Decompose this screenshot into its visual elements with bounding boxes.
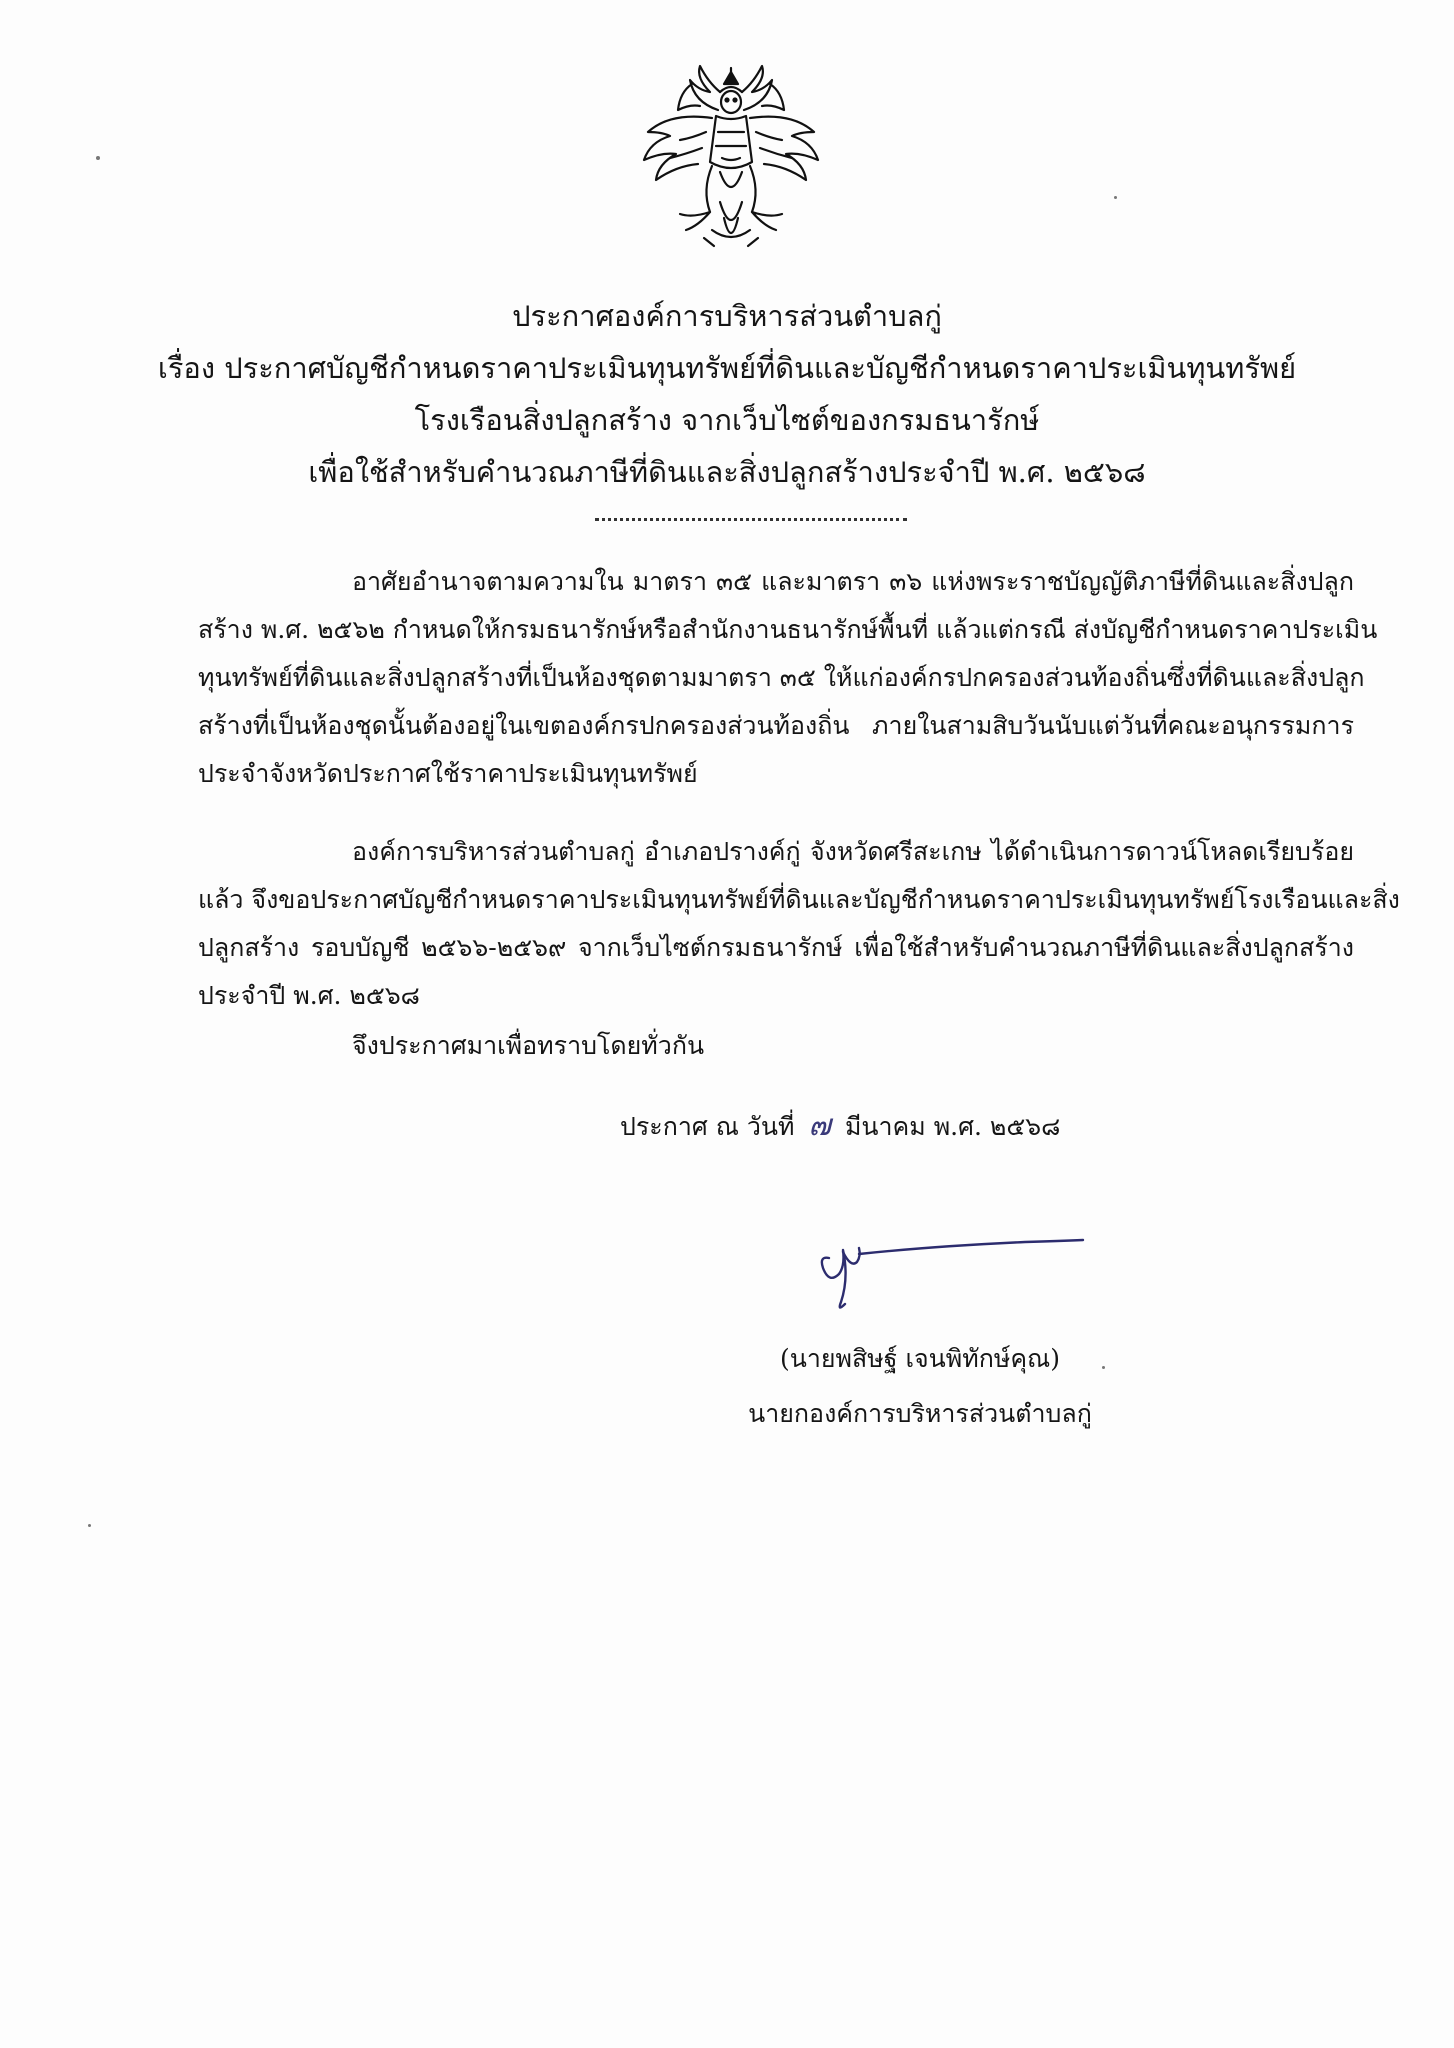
date-prefix: ประกาศ ณ วันที่ xyxy=(620,1112,795,1141)
dotted-divider xyxy=(595,518,907,521)
paragraph-line: แล้ว จึงขอประกาศบัญชีกำหนดราคาประเมินทุนทรัพย์ที่ดินและบัญชีกำหนดราคาประเมินทุนทรัพย์โรงเรือนและสิ่ง xyxy=(198,885,1400,914)
paragraph-line: ประจำจังหวัดประกาศใช้ราคาประเมินทุนทรัพย์ xyxy=(198,759,698,788)
signer-title: นายกองค์การบริหารส่วนตำบลกู่ xyxy=(748,1399,1092,1428)
paragraph-line: องค์การบริหารส่วนตำบลกู่ อำเภอปรางค์กู่ จังหวัดศรีสะเกษ ได้ดำเนินการดาวน์โหลดเรียบร้อย xyxy=(352,837,1354,866)
paragraph-line: ประจำปี พ.ศ. ๒๕๖๘ xyxy=(198,981,420,1010)
announcement-date xyxy=(620,1102,1060,1149)
scan-speck xyxy=(96,156,100,160)
organization-title: ประกาศองค์การบริหารส่วนตำบลกู่ xyxy=(512,299,942,333)
closing-statement: จึงประกาศมาเพื่อทราบโดยทั่วกัน xyxy=(352,1031,705,1060)
subject-line-3: เพื่อใช้สำหรับคำนวณภาษีที่ดินและสิ่งปลูกสร้างประจำปี พ.ศ. ๒๕๖๘ xyxy=(308,455,1146,489)
handwritten-signature xyxy=(815,1238,1095,1314)
paragraph-authority xyxy=(198,562,1378,794)
paragraph-line: ทุนทรัพย์ที่ดินและสิ่งปลูกสร้างที่เป็นห้องชุดตามมาตรา ๓๕ ให้แก่องค์กรปกครองส่วนท้องถิ่นซึ่งที่ดินและสิ่งปลูก xyxy=(198,663,1365,692)
scan-speck xyxy=(88,1524,91,1527)
subject-heading xyxy=(150,348,1304,388)
subject-heading-2 xyxy=(150,400,1304,440)
subject-line-2: โรงเรือนสิ่งปลูกสร้าง จากเว็บไซต์ของกรมธนารักษ์ xyxy=(414,403,1040,437)
paragraph-line: สร้างที่เป็นห้องชุดนั้นต้องอยู่ในเขตองค์กรปกครองส่วนท้องถิ่น ภายในสามสิบวันนับแต่วันที่คณะอนุกรรมการ xyxy=(198,711,1354,740)
paragraph-line: อาศัยอำนาจตามความใน มาตรา ๓๕ และมาตรา ๓๖ แห่งพระราชบัญญัติภาษีที่ดินและสิ่งปลูก xyxy=(352,567,1354,596)
paragraph-line: สร้าง พ.ศ. ๒๕๖๒ กำหนดให้กรมธนารักษ์หรือสำนักงานธนารักษ์พื้นที่ แล้วแต่กรณี ส่งบัญชีกำหนดราคาประเมิน xyxy=(198,615,1378,644)
signer-name: (นายพสิษฐ์ เจนพิทักษ์คุณ) xyxy=(779,1344,1061,1373)
date-day-handwritten: ๗ xyxy=(808,1108,831,1143)
subject-line-1: เรื่อง ประกาศบัญชีกำหนดราคาประเมินทุนทรัพย์ที่ดินและบัญชีกำหนดราคาประเมินทุนทรัพย์ xyxy=(157,351,1297,385)
organization-heading xyxy=(150,296,1304,336)
subject-heading-3 xyxy=(150,452,1304,492)
paragraph-line: ปลูกสร้าง รอบบัญชี ๒๕๖๖-๒๕๖๙ จากเว็บไซต์กรมธนารักษ์ เพื่อใช้สำหรับคำนวณภาษีที่ดินและสิ่งปลูกสร้าง xyxy=(198,933,1354,962)
scan-speck xyxy=(1114,196,1117,199)
scan-speck xyxy=(1102,1366,1105,1369)
date-suffix: มีนาคม พ.ศ. ๒๕๖๘ xyxy=(844,1112,1061,1141)
garuda-emblem xyxy=(640,62,822,252)
paragraph-announcement xyxy=(198,832,1400,1016)
